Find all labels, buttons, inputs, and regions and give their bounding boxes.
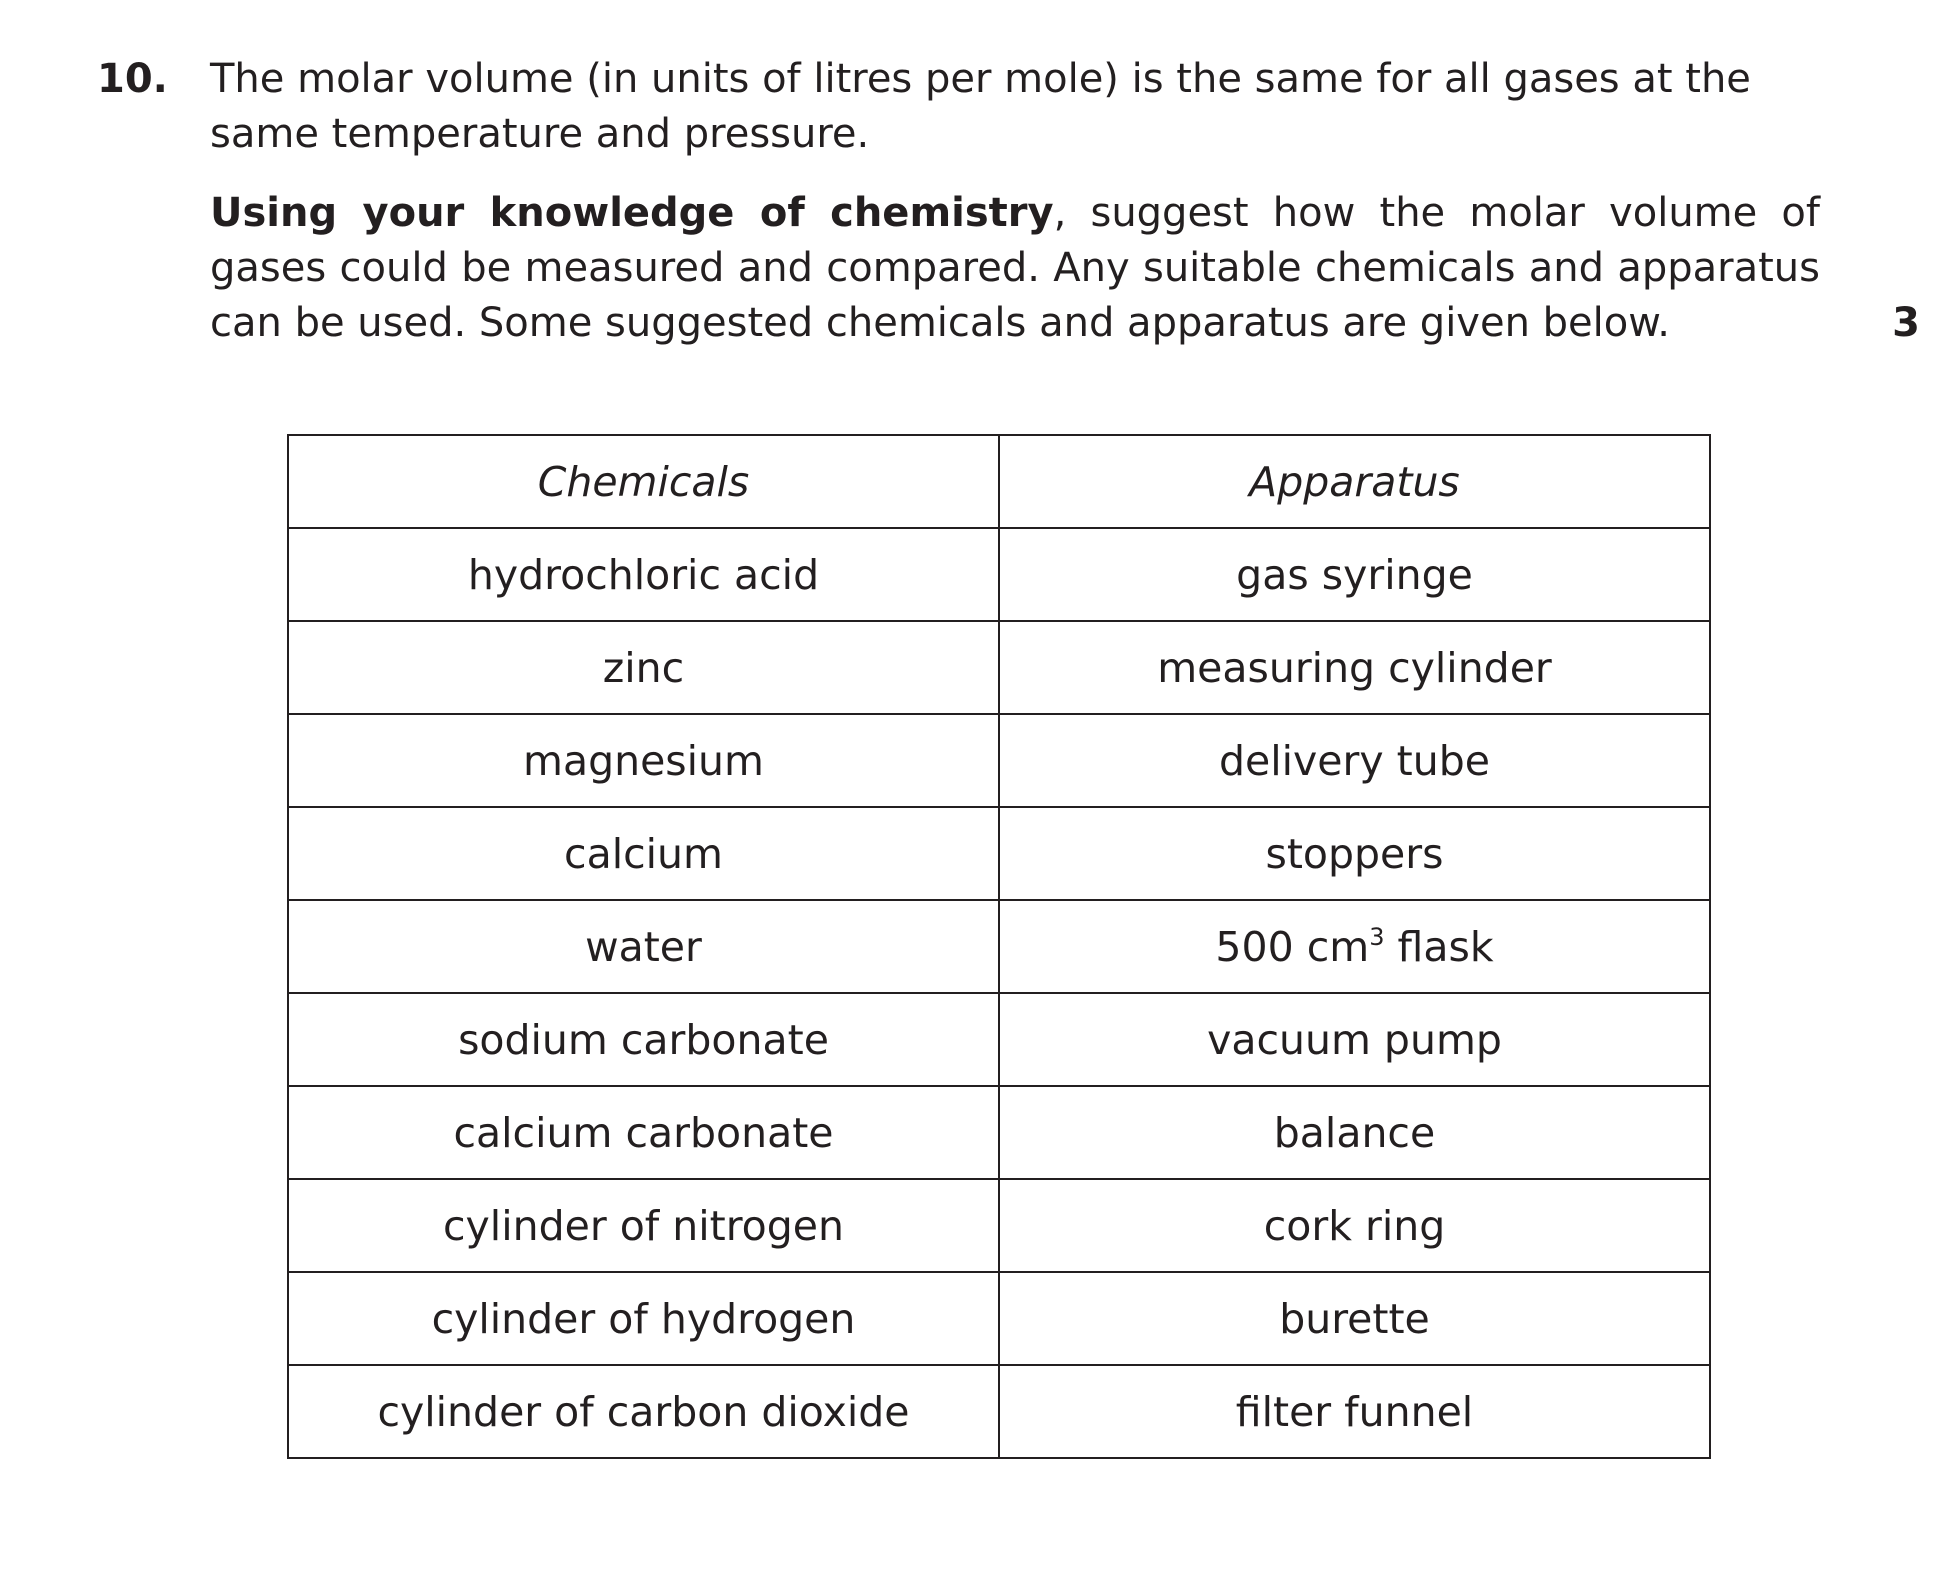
table-row [288,807,1710,900]
table-row [288,528,1710,621]
chemicals-header: Chemicals [288,435,999,528]
apparatus-header: Apparatus [999,435,1710,528]
table-row [288,1179,1710,1272]
table-row [288,621,1710,714]
table-row [288,1086,1710,1179]
apparatus-cell: stoppers [999,807,1710,900]
apparatus-cell: cork ring [999,1179,1710,1272]
apparatus-cell: gas syringe [999,528,1710,621]
apparatus-cell: filter funnel [999,1365,1710,1458]
table-header-row [288,435,1710,528]
apparatus-volume: 500 cm [1215,922,1370,971]
apparatus-cell [999,900,1710,993]
chemical-cell: water [288,900,999,993]
question-stem: The molar volume (in units of litres per mole) is the same for all gases at the same temperature and pressure. [210,56,1751,157]
table-row [288,993,1710,1086]
table-row [288,1272,1710,1365]
table-row [288,900,1710,993]
volume-exponent: 3 [1369,922,1385,951]
marks-value: 3 [1892,300,1920,346]
chemical-cell: calcium [288,807,999,900]
apparatus-cell: vacuum pump [999,993,1710,1086]
instruction-emphasis: Using your knowledge of chemistry [210,190,1054,236]
chemical-cell: cylinder of nitrogen [288,1179,999,1272]
chemical-cell: cylinder of carbon dioxide [288,1365,999,1458]
apparatus-cell: balance [999,1086,1710,1179]
apparatus-cell: measuring cylinder [999,621,1710,714]
apparatus-suffix: flask [1384,922,1494,971]
apparatus-cell: delivery tube [999,714,1710,807]
apparatus-cell: burette [999,1272,1710,1365]
chemical-cell: sodium carbonate [288,993,999,1086]
question-number: 10. [97,56,168,102]
table-row [288,1365,1710,1458]
question-instruction [210,186,1820,351]
chemical-cell: cylinder of hydrogen [288,1272,999,1365]
instruction-text: , suggest how the molar volume of gases could be measured and compared. Any suitable chemicals and apparatus can be used. Some suggested chemicals and apparatus are given below. [210,190,1820,346]
chemicals-apparatus-table [287,434,1711,1459]
chemical-cell: zinc [288,621,999,714]
chemical-cell: calcium carbonate [288,1086,999,1179]
chemical-cell: hydrochloric acid [288,528,999,621]
table-row [288,714,1710,807]
chemical-cell: magnesium [288,714,999,807]
